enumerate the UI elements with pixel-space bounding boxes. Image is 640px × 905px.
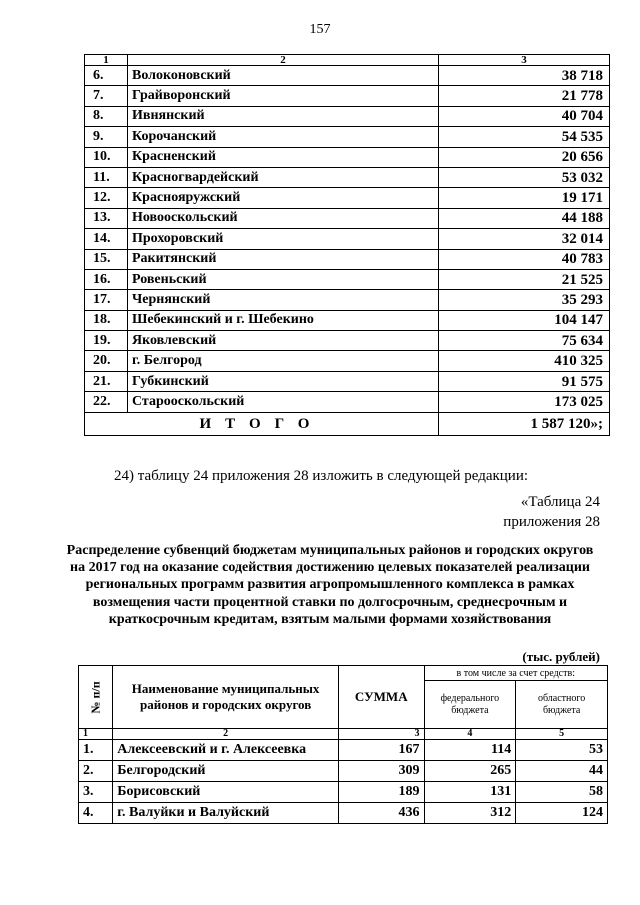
regional-value: 53 xyxy=(516,740,608,761)
row-number: 19. xyxy=(85,331,128,351)
district-name: Яковлевский xyxy=(128,331,439,351)
district-name: г. Валуйки и Валуйский xyxy=(113,803,339,824)
header-including: в том числе за счет средств: xyxy=(424,666,607,681)
table-row xyxy=(85,331,610,351)
header-regional: областного бюджета xyxy=(516,681,608,729)
table-row xyxy=(85,371,610,391)
district-name: Старооскольский xyxy=(128,392,439,412)
column-number-5: 5 xyxy=(516,729,608,740)
row-number: 10. xyxy=(85,147,128,167)
district-name: Корочанский xyxy=(128,127,439,147)
table-row xyxy=(85,106,610,126)
row-number: 22. xyxy=(85,392,128,412)
federal-value: 312 xyxy=(424,803,516,824)
subsidy-value: 19 171 xyxy=(439,188,610,208)
row-number: 9. xyxy=(85,127,128,147)
row-number: 17. xyxy=(85,290,128,310)
district-name: Ровеньский xyxy=(128,269,439,289)
header-number: № п/п xyxy=(79,666,113,729)
regional-value: 58 xyxy=(516,782,608,803)
row-number: 16. xyxy=(85,269,128,289)
subsidy-value: 40 704 xyxy=(439,106,610,126)
table-row xyxy=(85,249,610,269)
district-name: г. Белгород xyxy=(128,351,439,371)
total-row xyxy=(85,412,610,435)
row-number: 12. xyxy=(85,188,128,208)
table-header-row xyxy=(85,55,610,66)
subsidy-value: 54 535 xyxy=(439,127,610,147)
subsidy-value: 91 575 xyxy=(439,371,610,391)
page-number: 157 xyxy=(309,22,331,37)
district-name: Красненский xyxy=(128,147,439,167)
regional-value: 124 xyxy=(516,803,608,824)
column-number-2: 2 xyxy=(128,55,439,66)
row-number: 6. xyxy=(85,66,128,86)
column-number-row xyxy=(79,729,608,740)
table-row xyxy=(85,86,610,106)
subsidy-value: 104 147 xyxy=(439,310,610,330)
units-label: (тыс. рублей) xyxy=(522,649,600,664)
row-number: 8. xyxy=(85,106,128,126)
district-name: Новооскольский xyxy=(128,208,439,228)
district-name: Красногвардейский xyxy=(128,167,439,187)
row-number: 18. xyxy=(85,310,128,330)
table-row xyxy=(85,229,610,249)
table-row xyxy=(85,208,610,228)
district-name: Губкинский xyxy=(128,371,439,391)
table-row xyxy=(85,310,610,330)
district-name: Ивнянский xyxy=(128,106,439,126)
row-number: 13. xyxy=(85,208,128,228)
row-number: 4. xyxy=(79,803,113,824)
subsidy-value: 75 634 xyxy=(439,331,610,351)
district-name: Шебекинский и г. Шебекино xyxy=(128,310,439,330)
table-row xyxy=(85,290,610,310)
district-name: Прохоровский xyxy=(128,229,439,249)
subsidy-value: 21 778 xyxy=(439,86,610,106)
subsidy-value: 410 325 xyxy=(439,351,610,371)
row-number: 1. xyxy=(79,740,113,761)
table-row xyxy=(85,147,610,167)
subvention-table xyxy=(78,665,608,824)
table-row xyxy=(79,803,608,824)
regional-value: 44 xyxy=(516,761,608,782)
subsidy-value: 173 025 xyxy=(439,392,610,412)
sum-value: 167 xyxy=(338,740,424,761)
table-row xyxy=(85,127,610,147)
instruction-text: 24) таблицу 24 приложения 28 изложить в следующей редакции: xyxy=(114,468,529,484)
header-sum: СУММА xyxy=(338,666,424,729)
row-number: 7. xyxy=(85,86,128,106)
column-number-4: 4 xyxy=(424,729,516,740)
column-number-1: 1 xyxy=(79,729,113,740)
district-name: Чернянский xyxy=(128,290,439,310)
federal-value: 265 xyxy=(424,761,516,782)
header-name: Наименование муниципальных районов и городских округов xyxy=(113,666,339,729)
row-number: 2. xyxy=(79,761,113,782)
table-row xyxy=(79,740,608,761)
column-number-3: 3 xyxy=(439,55,610,66)
subsidy-value: 44 188 xyxy=(439,208,610,228)
total-value: 1 587 120»; xyxy=(439,412,610,435)
federal-value: 114 xyxy=(424,740,516,761)
subsidy-value: 38 718 xyxy=(439,66,610,86)
table-row xyxy=(85,269,610,289)
row-number: 14. xyxy=(85,229,128,249)
subsidy-value: 53 032 xyxy=(439,167,610,187)
table-caption-line1: «Таблица 24 xyxy=(520,494,600,510)
table-row xyxy=(79,782,608,803)
district-name: Алексеевский и г. Алексеевка xyxy=(113,740,339,761)
column-number-3: 3 xyxy=(338,729,424,740)
row-number: 11. xyxy=(85,167,128,187)
sum-value: 436 xyxy=(338,803,424,824)
district-name: Краснояружский xyxy=(128,188,439,208)
column-number-2: 2 xyxy=(113,729,339,740)
row-number: 21. xyxy=(85,371,128,391)
table-row xyxy=(85,66,610,86)
table-row xyxy=(85,167,610,187)
table-row xyxy=(79,761,608,782)
subsidy-value: 20 656 xyxy=(439,147,610,167)
total-label: ИТОГО xyxy=(85,412,439,435)
district-name: Волоконовский xyxy=(128,66,439,86)
column-number-1: 1 xyxy=(85,55,128,66)
subsidy-value: 35 293 xyxy=(439,290,610,310)
table-row xyxy=(85,392,610,412)
row-number: 20. xyxy=(85,351,128,371)
district-name: Белгородский xyxy=(113,761,339,782)
sum-value: 309 xyxy=(338,761,424,782)
district-name: Грайворонский xyxy=(128,86,439,106)
table-row xyxy=(85,188,610,208)
subsidy-value: 32 014 xyxy=(439,229,610,249)
table-caption-line2: приложения 28 xyxy=(503,514,600,530)
district-name: Борисовский xyxy=(113,782,339,803)
sum-value: 189 xyxy=(338,782,424,803)
row-number: 3. xyxy=(79,782,113,803)
subsidy-table-continued xyxy=(84,54,610,436)
subsidy-value: 21 525 xyxy=(439,269,610,289)
federal-value: 131 xyxy=(424,782,516,803)
subsidy-value: 40 783 xyxy=(439,249,610,269)
district-name: Ракитянский xyxy=(128,249,439,269)
table-row xyxy=(85,351,610,371)
table-title: Распределение субвенций бюджетам муниципальных районов и городских округов на 2017 год на оказание содействия достижению целевых показателей реализации региональных программ развития агропромышленного комплекса в рамках возмещения части процентной ставки по долгосрочным, среднесрочным и краткосрочным кредитам, взятым малыми формами хозяйствования xyxy=(66,543,594,627)
header-federal: федерального бюджета xyxy=(424,681,516,729)
row-number: 15. xyxy=(85,249,128,269)
